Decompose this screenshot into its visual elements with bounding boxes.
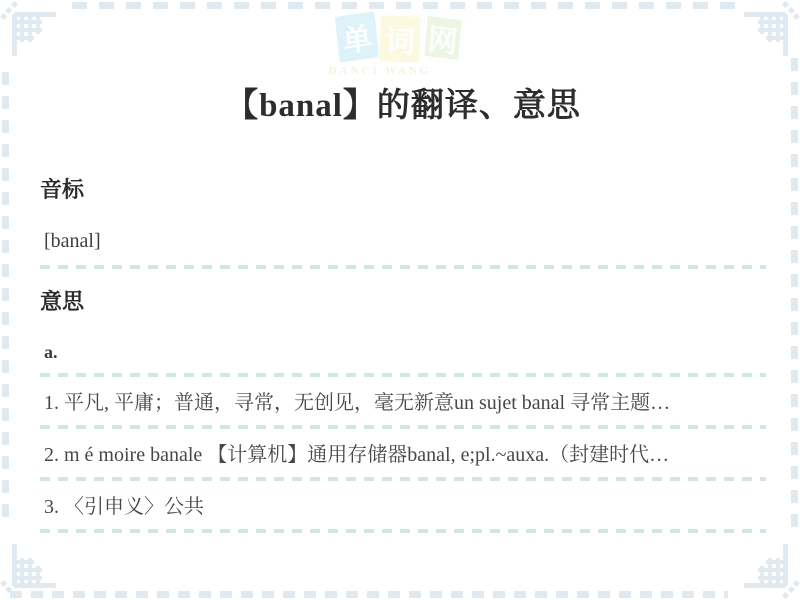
meaning-item: 1. 平凡, 平庸；普通，寻常，无创见，毫无新意un sujet banal 寻常主题… <box>44 391 671 414</box>
site-logo <box>0 14 800 84</box>
logo-tile-wang: 网 <box>421 13 465 64</box>
phonetic-heading: 音标 <box>40 176 85 202</box>
meaning-item: 2. m é moire banale 【计算机】通用存储器banal, e;pl.~auxa.（封建时代… <box>44 443 670 466</box>
logo-subtitle: DANCI WANG <box>328 65 432 77</box>
logo-tile-ci: 词 <box>379 15 421 62</box>
main-content <box>40 84 766 533</box>
page-title: 【banal】的翻译、意思 <box>225 88 581 124</box>
phonetic-value: [banal] <box>44 229 101 252</box>
meaning-item: 3. 〈引申义〉公共 <box>44 495 204 518</box>
dashed-separator <box>40 425 766 429</box>
corner-ornament-icon <box>742 542 800 600</box>
dashed-separator <box>40 265 766 269</box>
logo-tile-dan: 单 <box>335 11 379 62</box>
dashed-separator <box>40 529 766 533</box>
frame-edge-right <box>791 58 798 528</box>
logo-tiles <box>0 14 800 62</box>
dashed-separator <box>40 373 766 377</box>
dashed-separator <box>40 477 766 481</box>
meaning-heading: 意思 <box>40 288 85 314</box>
frame-edge-bottom <box>10 591 728 598</box>
frame-edge-top <box>72 2 742 9</box>
corner-ornament-icon <box>0 542 58 600</box>
frame-edge-left <box>2 72 9 528</box>
part-of-speech-label: a. <box>44 341 58 362</box>
